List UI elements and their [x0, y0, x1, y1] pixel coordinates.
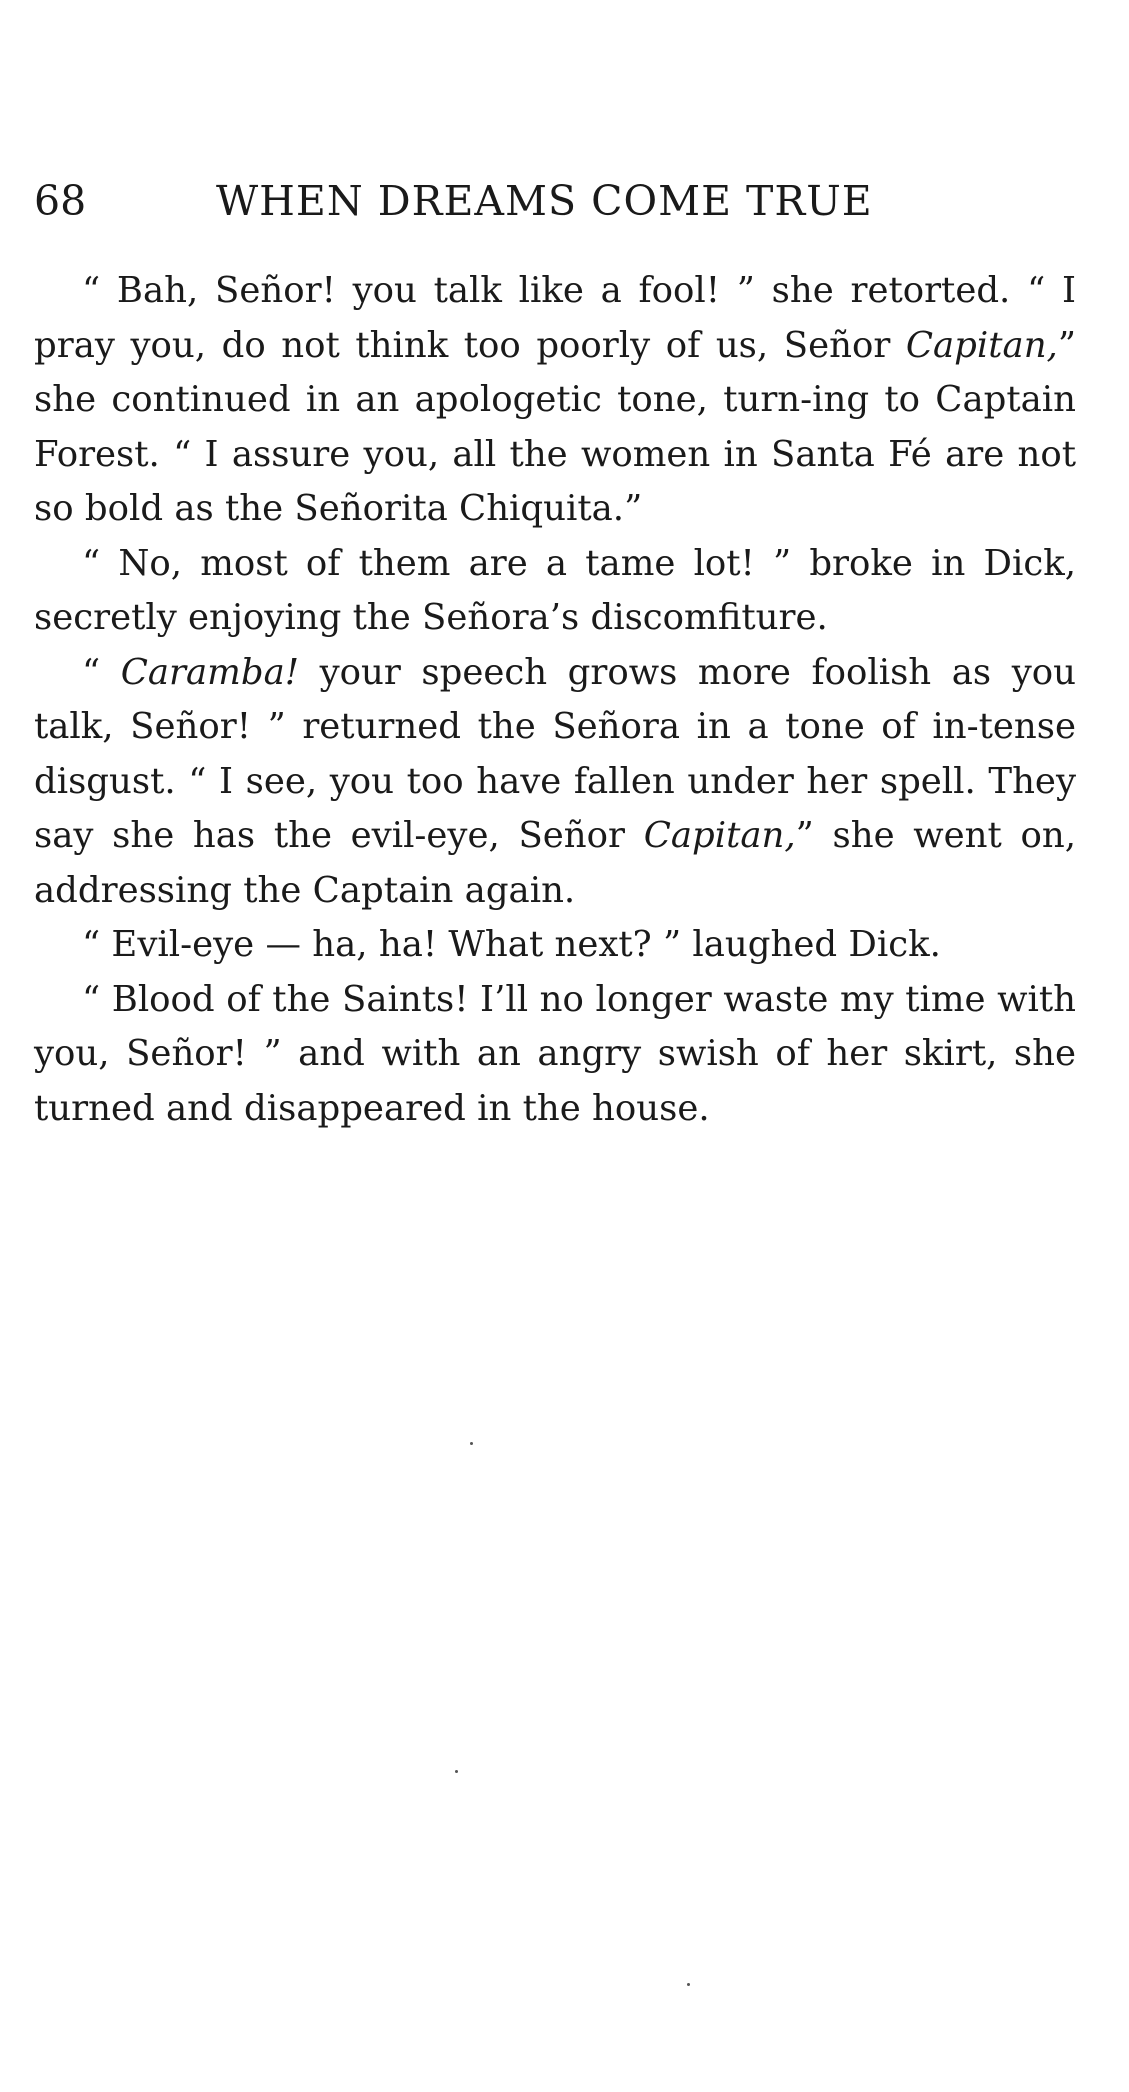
paper-speck: [687, 1983, 690, 1986]
running-head: [34, 176, 1074, 226]
paragraph-1-text-b: ” she continued in an apologetic tone, turn-ing to Captain Forest. “ I assure you, all the women in Santa Fé are not so bold as the Señorita Chiquita.”: [34, 324, 1076, 529]
paragraph-4: [34, 918, 1076, 973]
paragraph-3: [34, 646, 1076, 919]
paragraph-3-text-c: ” she went on, addressing the Captain again.: [34, 815, 1077, 911]
paragraph-3-italic-capitan: Capitan,: [643, 815, 796, 856]
paragraph-1-italic-capitan: Capitan,: [905, 324, 1058, 366]
body-text: [34, 264, 1076, 1136]
paragraph-1-text-a: “ Bah, Señor! you talk like a fool! ” she retorted. “ I pray you, do not think too poorly of us, Señor: [34, 270, 1076, 366]
page-number: 68: [34, 177, 87, 225]
paragraph-4-text: “ Evil-eye — ha, ha! What next? ” laughed Dick.: [82, 924, 941, 965]
running-title: WHEN DREAMS COME TRUE: [216, 177, 873, 225]
paragraph-2: [34, 537, 1076, 646]
paragraph-1: [34, 264, 1076, 537]
paragraph-5-text: “ Blood of the Saints! I’ll no longer waste my time with you, Señor! ” and with an angry swish of her skirt, she turned and disappeared in the house.: [34, 978, 1076, 1129]
paragraph-2-text: “ No, most of them are a tame lot! ” broke in Dick, secretly enjoying the Señora’s discomfiture.: [34, 542, 1076, 638]
paragraph-5: [34, 973, 1076, 1137]
paragraph-3-text-a: “: [82, 651, 121, 693]
paragraph-3-italic-caramba: Caramba!: [120, 651, 299, 693]
paper-speck: [455, 1770, 458, 1773]
paragraph-3-text-b: your speech grows more foolish as you talk, Señor! ” returned the Señora in a tone of in-tense disgust. “ I see, you too have fallen under her spell. They say she has the evil-eye, Señor: [34, 651, 1076, 856]
paper-speck: [470, 1442, 473, 1445]
